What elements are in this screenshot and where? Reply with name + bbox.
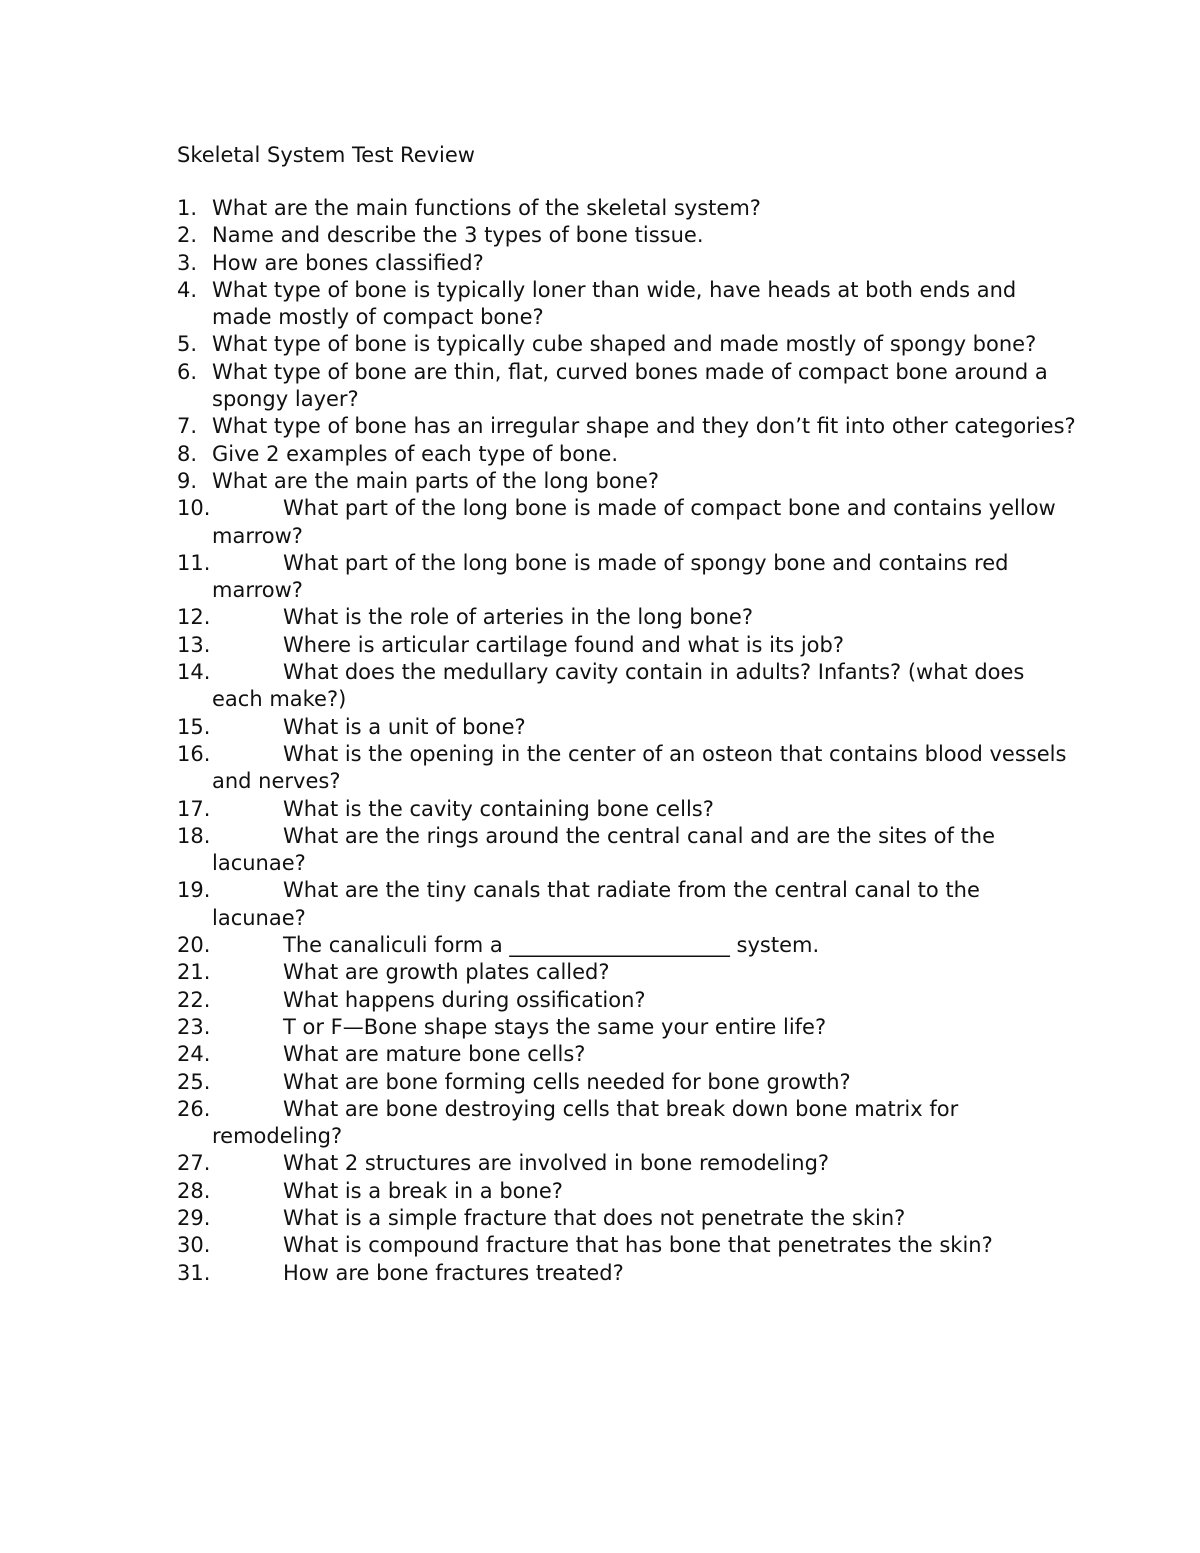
question-text: What type of bone is typically loner than wide, have heads at both ends and made mostly of compact bone? [212,277,1017,330]
list-item [177,250,1077,277]
question-number: 18. [177,823,211,848]
question-text: What type of bone are thin, flat, curved bones made of compact bone around a spongy layer? [212,359,1048,412]
question-text: What are the main parts of the long bone? [212,468,660,493]
list-item [177,1069,1077,1096]
question-text: What are the tiny canals that radiate from the central canal to the lacunae? [212,878,980,930]
list-item [177,441,1077,468]
question-number: 9. [177,468,198,493]
question-text: What are bone forming cells needed for bone growth? [283,1069,851,1094]
question-text: How are bone fractures treated? [283,1260,624,1285]
list-item [177,277,1077,332]
list-item [177,359,1077,414]
list-item [177,468,1077,495]
question-number: 29. [177,1205,211,1230]
list-item [177,222,1077,249]
question-number: 12. [177,605,211,630]
question-text: What is a simple fracture that does not penetrate the skin? [283,1205,906,1230]
document-title: Skeletal System Test Review [177,143,475,167]
question-number: 6. [177,359,198,384]
question-number: 1. [177,196,198,220]
question-text: What is the opening in the center of an osteon that contains blood vessels and nerves? [212,741,1067,794]
list-item [177,495,1077,550]
question-number: 22. [177,987,211,1012]
question-number: 13. [177,632,211,657]
list-item [177,987,1077,1014]
question-text: The canaliculi form a _____________________ system. [283,933,820,958]
question-number: 25. [177,1069,211,1094]
question-number: 3. [177,250,198,275]
list-item [177,1260,1077,1287]
question-text: What type of bone is typically cube shaped and made mostly of spongy bone? [212,332,1037,357]
list-item [177,959,1077,986]
question-text: How are bones classified? [212,250,484,275]
question-number: 7. [177,414,198,439]
list-item [177,714,1077,741]
question-number: 24. [177,1042,211,1067]
list-item [177,1232,1077,1259]
list-item [177,550,1077,605]
question-text: What part of the long bone is made of spongy bone and contains red marrow? [212,550,1009,603]
question-number: 27. [177,1151,211,1176]
question-text: What 2 structures are involved in bone remodeling? [283,1151,830,1176]
question-number: 11. [177,550,211,575]
question-number: 10. [177,496,211,521]
list-item [177,195,1077,222]
question-text: What are the main functions of the skeletal system? [212,196,761,220]
list-item [177,1014,1077,1041]
question-text: What is compound fracture that has bone that penetrates the skin? [283,1233,993,1258]
question-number: 23. [177,1014,211,1039]
question-number: 15. [177,714,211,739]
question-number: 17. [177,796,211,821]
question-text: Name and describe the 3 types of bone tissue. [212,223,704,248]
question-list [177,195,1077,1287]
question-text: What is a unit of bone? [283,714,526,739]
question-number: 30. [177,1233,211,1258]
question-text: What is the cavity containing bone cells? [283,796,714,821]
question-text: What is a break in a bone? [283,1178,563,1203]
question-text: What type of bone has an irregular shape and they don’t fit into other categories? [212,414,1076,439]
list-item [177,932,1077,959]
list-item [177,823,1077,878]
question-text: Where is articular cartilage found and what is its job? [283,632,845,657]
list-item [177,331,1077,358]
list-item [177,659,1077,714]
question-text: What happens during ossification? [283,987,646,1012]
question-number: 2. [177,223,198,248]
list-item [177,1205,1077,1232]
question-number: 14. [177,660,211,685]
question-number: 31. [177,1260,211,1285]
list-item [177,413,1077,440]
question-text: What are bone destroying cells that break down bone matrix for remodeling? [212,1096,959,1149]
list-item [177,741,1077,796]
list-item [177,1178,1077,1205]
question-number: 28. [177,1178,211,1203]
list-item [177,796,1077,823]
list-item [177,632,1077,659]
question-number: 4. [177,277,198,302]
question-number: 8. [177,441,198,466]
question-text: What are growth plates called? [283,960,610,985]
question-number: 19. [177,878,211,903]
question-text: T or F—Bone shape stays the same your entire life? [283,1014,827,1039]
question-text: What are the rings around the central canal and are the sites of the lacunae? [212,823,996,876]
list-item [177,604,1077,631]
list-item [177,1041,1077,1068]
question-text: Give 2 examples of each type of bone. [212,441,618,466]
question-number: 20. [177,933,211,958]
list-item [177,1150,1077,1177]
question-number: 16. [177,741,211,766]
list-item [177,877,1077,932]
question-text: What does the medullary cavity contain in adults? Infants? (what does each make?) [212,660,1025,712]
question-number: 26. [177,1096,211,1121]
question-text: What part of the long bone is made of compact bone and contains yellow marrow? [212,496,1056,548]
question-number: 5. [177,332,198,357]
question-number: 21. [177,960,211,985]
question-text: What are mature bone cells? [283,1042,586,1067]
question-text: What is the role of arteries in the long bone? [283,605,753,630]
list-item [177,1096,1077,1151]
